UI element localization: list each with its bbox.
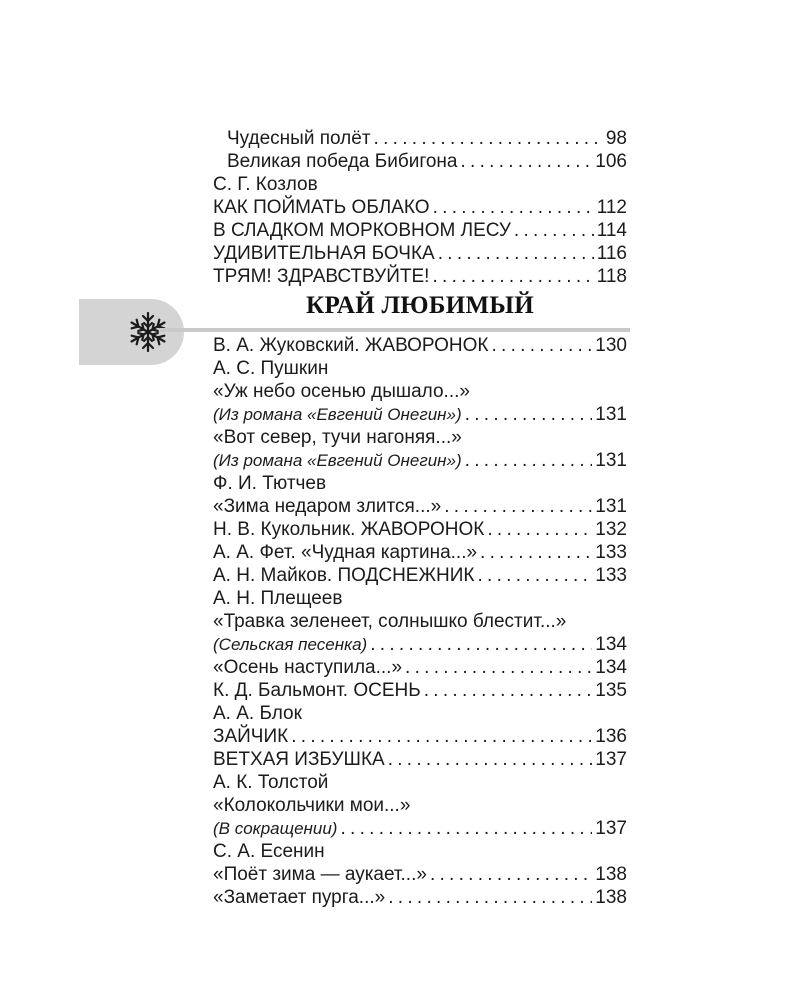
toc-entry [213, 886, 627, 909]
toc-entry-title: «Зима недаром злится...» [213, 496, 442, 517]
toc-page-number: 138 [595, 887, 627, 908]
toc-entry-title: «Заметает пурга...» [213, 887, 386, 908]
toc-entry [213, 725, 627, 748]
dot-leader [424, 679, 593, 702]
toc-page-number: 131 [595, 496, 627, 517]
toc-entry-title: «Осень наступила...» [213, 657, 403, 678]
toc-heading [213, 771, 627, 794]
toc-entry [213, 564, 627, 587]
toc-heading [213, 472, 627, 495]
dot-leader [514, 219, 594, 242]
toc-entry [213, 679, 627, 702]
dot-leader [340, 817, 592, 840]
toc-entry-title: А. А. Блок [213, 703, 302, 724]
toc-page-number: 114 [596, 220, 627, 241]
toc-entry-title: Ф. И. Тютчев [213, 473, 327, 494]
dot-leader [480, 541, 592, 564]
dot-leader [492, 334, 593, 357]
toc-page-number: 137 [595, 749, 627, 770]
dot-leader [444, 495, 592, 518]
toc-entry-title: ВЕТХАЯ ИЗБУШКА [213, 749, 385, 770]
dot-leader [477, 564, 592, 587]
toc-page-number: 106 [595, 151, 627, 172]
toc-entry-title: А. Н. Плещеев [213, 588, 343, 609]
dot-leader [370, 633, 592, 656]
toc-entry [213, 863, 627, 886]
toc-entry [213, 127, 627, 150]
toc-entry [213, 196, 627, 219]
toc-entry [213, 403, 627, 426]
toc-entry [213, 334, 627, 357]
toc-entry-title: А. А. Фет. «Чудная картина...» [213, 542, 478, 563]
toc-entry-title: Чудесный полёт [227, 128, 371, 149]
toc-entry-title: ТРЯМ! ЗДРАВСТВУЙТЕ! [213, 266, 430, 287]
dot-leader [487, 518, 592, 541]
toc-entry-title: (Из романа «Евгений Онегин») [213, 451, 462, 470]
toc-entry-title: С. А. Есенин [213, 841, 325, 862]
toc-entry-title: (Сельская песенка) [213, 635, 368, 654]
toc-heading [213, 702, 627, 725]
toc-page-number: 116 [596, 243, 627, 264]
section-title: КРАЙ ЛЮБИМЫЙ [306, 292, 534, 319]
toc-entry-title: В. А. Жуковский. ЖАВОРОНОК [213, 335, 489, 356]
toc-page-number: 135 [595, 680, 627, 701]
dot-leader [388, 886, 592, 909]
toc-page-number: 131 [595, 450, 627, 471]
toc-heading [213, 380, 627, 403]
toc-group-before [213, 127, 627, 288]
dot-leader [388, 748, 593, 771]
toc-entry [213, 150, 627, 173]
toc-heading [213, 587, 627, 610]
toc-group-after [213, 334, 627, 909]
dot-leader [438, 242, 594, 265]
toc-page-number: 130 [595, 335, 627, 356]
toc-entry-title: К. Д. Бальмонт. ОСЕНЬ [213, 680, 421, 701]
toc-heading [213, 357, 627, 380]
toc-heading [213, 840, 627, 863]
toc-page-number: 133 [595, 542, 627, 563]
toc-entry [213, 518, 627, 541]
toc-heading [213, 426, 627, 449]
toc-entry [213, 495, 627, 518]
toc-page-number: 131 [595, 404, 627, 425]
toc-entry [213, 541, 627, 564]
dot-leader [432, 265, 593, 288]
toc-entry-title: УДИВИТЕЛЬНАЯ БОЧКА [213, 243, 435, 264]
toc-page-number: 136 [595, 726, 627, 747]
toc-entry-title: «Травка зеленеет, солнышко блестит...» [213, 611, 567, 632]
dot-leader [430, 863, 592, 886]
toc-entry-title: А. К. Толстой [213, 772, 329, 793]
toc-heading [213, 173, 627, 196]
dot-leader [433, 196, 594, 219]
toc-page-number: 98 [605, 128, 627, 149]
toc-page-number: 132 [595, 519, 627, 540]
toc-entry [213, 219, 627, 242]
toc-entry-title: Великая победа Бибигона [227, 151, 458, 172]
toc-entry-title: «Уж небо осенью дышало...» [213, 381, 470, 402]
toc-entry-title: Н. В. Кукольник. ЖАВОРОНОК [213, 519, 485, 540]
toc-entry [213, 748, 627, 771]
section-header [213, 288, 627, 334]
toc-entry-title: ЗАЙЧИК [213, 726, 289, 747]
table-of-contents [213, 127, 627, 909]
dot-leader [405, 656, 592, 679]
toc-page-number: 112 [596, 197, 627, 218]
toc-page-number: 118 [596, 266, 627, 287]
toc-entry [213, 449, 627, 472]
toc-entry-title: (В сокращении) [213, 819, 338, 838]
toc-entry-title: В СЛАДКОМ МОРКОВНОМ ЛЕСУ [213, 220, 511, 241]
toc-entry-title: «Колокольчики мои...» [213, 795, 411, 816]
toc-entry [213, 265, 627, 288]
toc-entry [213, 633, 627, 656]
snowflake-icon [127, 311, 169, 353]
toc-entry-title: С. Г. Козлов [213, 174, 318, 195]
toc-entry [213, 817, 627, 840]
toc-entry-title: «Поёт зима — аукает...» [213, 864, 427, 885]
toc-page-number: 134 [595, 634, 627, 655]
toc-entry-title: (Из романа «Евгений Онегин») [213, 405, 462, 424]
toc-heading [213, 610, 627, 633]
toc-entry [213, 242, 627, 265]
toc-heading [213, 794, 627, 817]
toc-page-number: 137 [595, 818, 627, 839]
toc-entry-title: «Вот север, тучи нагоняя...» [213, 427, 462, 448]
dot-leader [291, 725, 592, 748]
dot-leader [465, 449, 593, 472]
toc-page-number: 138 [595, 864, 627, 885]
dot-leader [465, 403, 593, 426]
dot-leader [461, 150, 593, 173]
toc-entry-title: А. С. Пушкин [213, 358, 329, 379]
toc-page-number: 133 [595, 565, 627, 586]
dot-leader [374, 127, 603, 150]
toc-entry [213, 656, 627, 679]
toc-page-number: 134 [595, 657, 627, 678]
section-tab [79, 299, 184, 365]
toc-entry-title: А. Н. Майков. ПОДСНЕЖНИК [213, 565, 475, 586]
toc-entry-title: КАК ПОЙМАТЬ ОБЛАКО [213, 197, 430, 218]
